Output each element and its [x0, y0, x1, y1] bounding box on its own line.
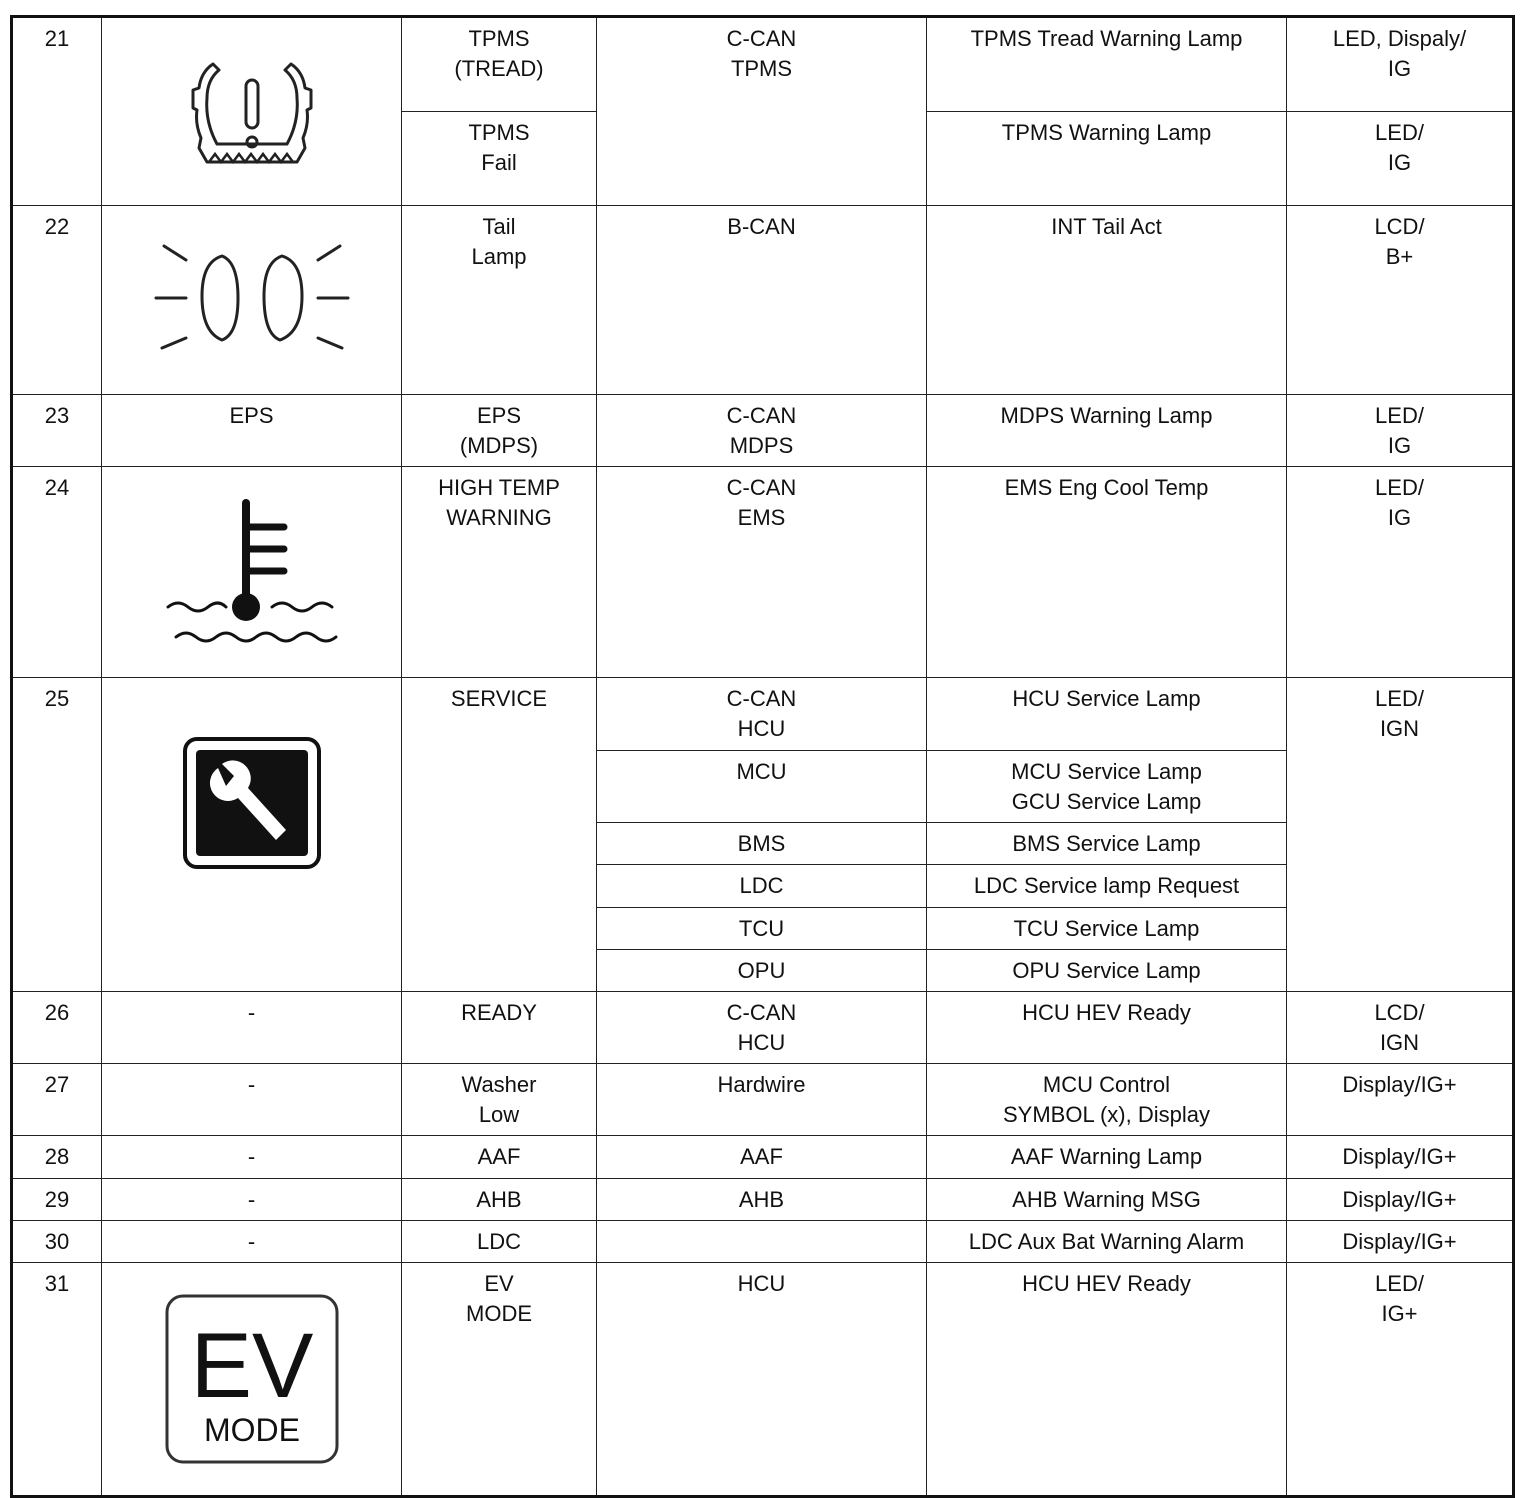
bus-type: TCU — [597, 908, 927, 950]
table-row — [12, 1179, 1514, 1221]
signal-name: LDC Service lamp Request — [927, 865, 1287, 908]
indicator-type: LCD/ B+ — [1287, 206, 1514, 395]
table-row — [12, 17, 1514, 112]
row-number: 21 — [12, 17, 102, 206]
bus-type: B-CAN — [597, 206, 927, 395]
indicator-name: AHB — [402, 1179, 597, 1221]
indicator-type: LCD/ IGN — [1287, 992, 1514, 1064]
table-row — [12, 1136, 1514, 1179]
ev-mode-icon-label: EV — [190, 1315, 313, 1417]
bus-type: C-CAN MDPS — [597, 395, 927, 467]
symbol-text: - — [102, 992, 402, 1064]
bus-type: AAF — [597, 1136, 927, 1179]
signal-name: TCU Service Lamp — [927, 908, 1287, 950]
indicator-name: LDC — [402, 1221, 597, 1263]
symbol-text: EPS — [102, 395, 402, 467]
indicator-name: SERVICE — [402, 678, 597, 992]
table-row — [12, 992, 1514, 1064]
bus-type: OPU — [597, 950, 927, 992]
bus-type — [597, 1221, 927, 1263]
row-number: 30 — [12, 1221, 102, 1263]
ev-mode-icon — [164, 1293, 340, 1465]
indicator-type: LED/ IG — [1287, 467, 1514, 678]
indicator-type: Display/IG+ — [1287, 1221, 1514, 1263]
wrench-service-icon — [182, 736, 322, 870]
indicator-type: LED/ IG — [1287, 112, 1514, 206]
indicator-type: LED/ IG+ — [1287, 1263, 1514, 1497]
signal-name: HCU Service Lamp — [927, 678, 1287, 751]
signal-name: HCU HEV Ready — [927, 992, 1287, 1064]
signal-name: EMS Eng Cool Temp — [927, 467, 1287, 678]
indicator-type: LED/ IGN — [1287, 678, 1514, 992]
signal-name: AAF Warning Lamp — [927, 1136, 1287, 1179]
table-row — [12, 395, 1514, 467]
indicator-name: TPMS Fail — [402, 112, 597, 206]
signal-name: OPU Service Lamp — [927, 950, 1287, 992]
indicator-type: LED/ IG — [1287, 395, 1514, 467]
signal-name: TPMS Tread Warning Lamp — [927, 17, 1287, 112]
indicator-name: EPS (MDPS) — [402, 395, 597, 467]
indicator-type: Display/IG+ — [1287, 1064, 1514, 1136]
table-row — [12, 678, 1514, 751]
table-row — [12, 1064, 1514, 1136]
signal-name: LDC Aux Bat Warning Alarm — [927, 1221, 1287, 1263]
signal-name: INT Tail Act — [927, 206, 1287, 395]
indicator-name: Washer Low — [402, 1064, 597, 1136]
signal-name: AHB Warning MSG — [927, 1179, 1287, 1221]
table-row — [12, 1221, 1514, 1263]
indicator-name: TPMS (TREAD) — [402, 17, 597, 112]
indicator-name: EV MODE — [402, 1263, 597, 1497]
bus-type: C-CAN EMS — [597, 467, 927, 678]
signal-name: MCU Service Lamp GCU Service Lamp — [927, 751, 1287, 823]
symbol-text: - — [102, 1136, 402, 1179]
tpms-tire-icon — [187, 52, 317, 172]
table-row — [12, 206, 1514, 395]
bus-type: LDC — [597, 865, 927, 908]
ev-mode-icon-sublabel: MODE — [203, 1412, 300, 1448]
indicator-name: HIGH TEMP WARNING — [402, 467, 597, 678]
table-row — [12, 1263, 1514, 1497]
bus-type: AHB — [597, 1179, 927, 1221]
bus-type: Hardwire — [597, 1064, 927, 1136]
indicator-type: Display/IG+ — [1287, 1136, 1514, 1179]
row-number: 28 — [12, 1136, 102, 1179]
indicator-name: Tail Lamp — [402, 206, 597, 395]
row-number: 24 — [12, 467, 102, 678]
bus-type: C-CAN HCU — [597, 992, 927, 1064]
row-number: 27 — [12, 1064, 102, 1136]
row-number: 25 — [12, 678, 102, 992]
signal-name: HCU HEV Ready — [927, 1263, 1287, 1497]
tail-lamp-icon — [152, 240, 352, 360]
bus-type: C-CAN HCU — [597, 678, 927, 751]
signal-name: MDPS Warning Lamp — [927, 395, 1287, 467]
row-number: 29 — [12, 1179, 102, 1221]
indicator-type: Display/IG+ — [1287, 1179, 1514, 1221]
indicator-name: READY — [402, 992, 597, 1064]
indicator-table — [10, 15, 1515, 1498]
row-number: 22 — [12, 206, 102, 395]
bus-type: MCU — [597, 751, 927, 823]
symbol-text: - — [102, 1221, 402, 1263]
bus-type: BMS — [597, 823, 927, 865]
bus-type: HCU — [597, 1263, 927, 1497]
row-number: 23 — [12, 395, 102, 467]
signal-name: MCU Control SYMBOL (x), Display — [927, 1064, 1287, 1136]
symbol-text: - — [102, 1064, 402, 1136]
signal-name: BMS Service Lamp — [927, 823, 1287, 865]
indicator-name: AAF — [402, 1136, 597, 1179]
coolant-temperature-icon — [162, 497, 342, 647]
row-number: 26 — [12, 992, 102, 1064]
signal-name: TPMS Warning Lamp — [927, 112, 1287, 206]
symbol-text: - — [102, 1179, 402, 1221]
table-row — [12, 467, 1514, 678]
bus-type: C-CAN TPMS — [597, 17, 927, 206]
row-number: 31 — [12, 1263, 102, 1497]
indicator-type: LED, Dispaly/ IG — [1287, 17, 1514, 112]
